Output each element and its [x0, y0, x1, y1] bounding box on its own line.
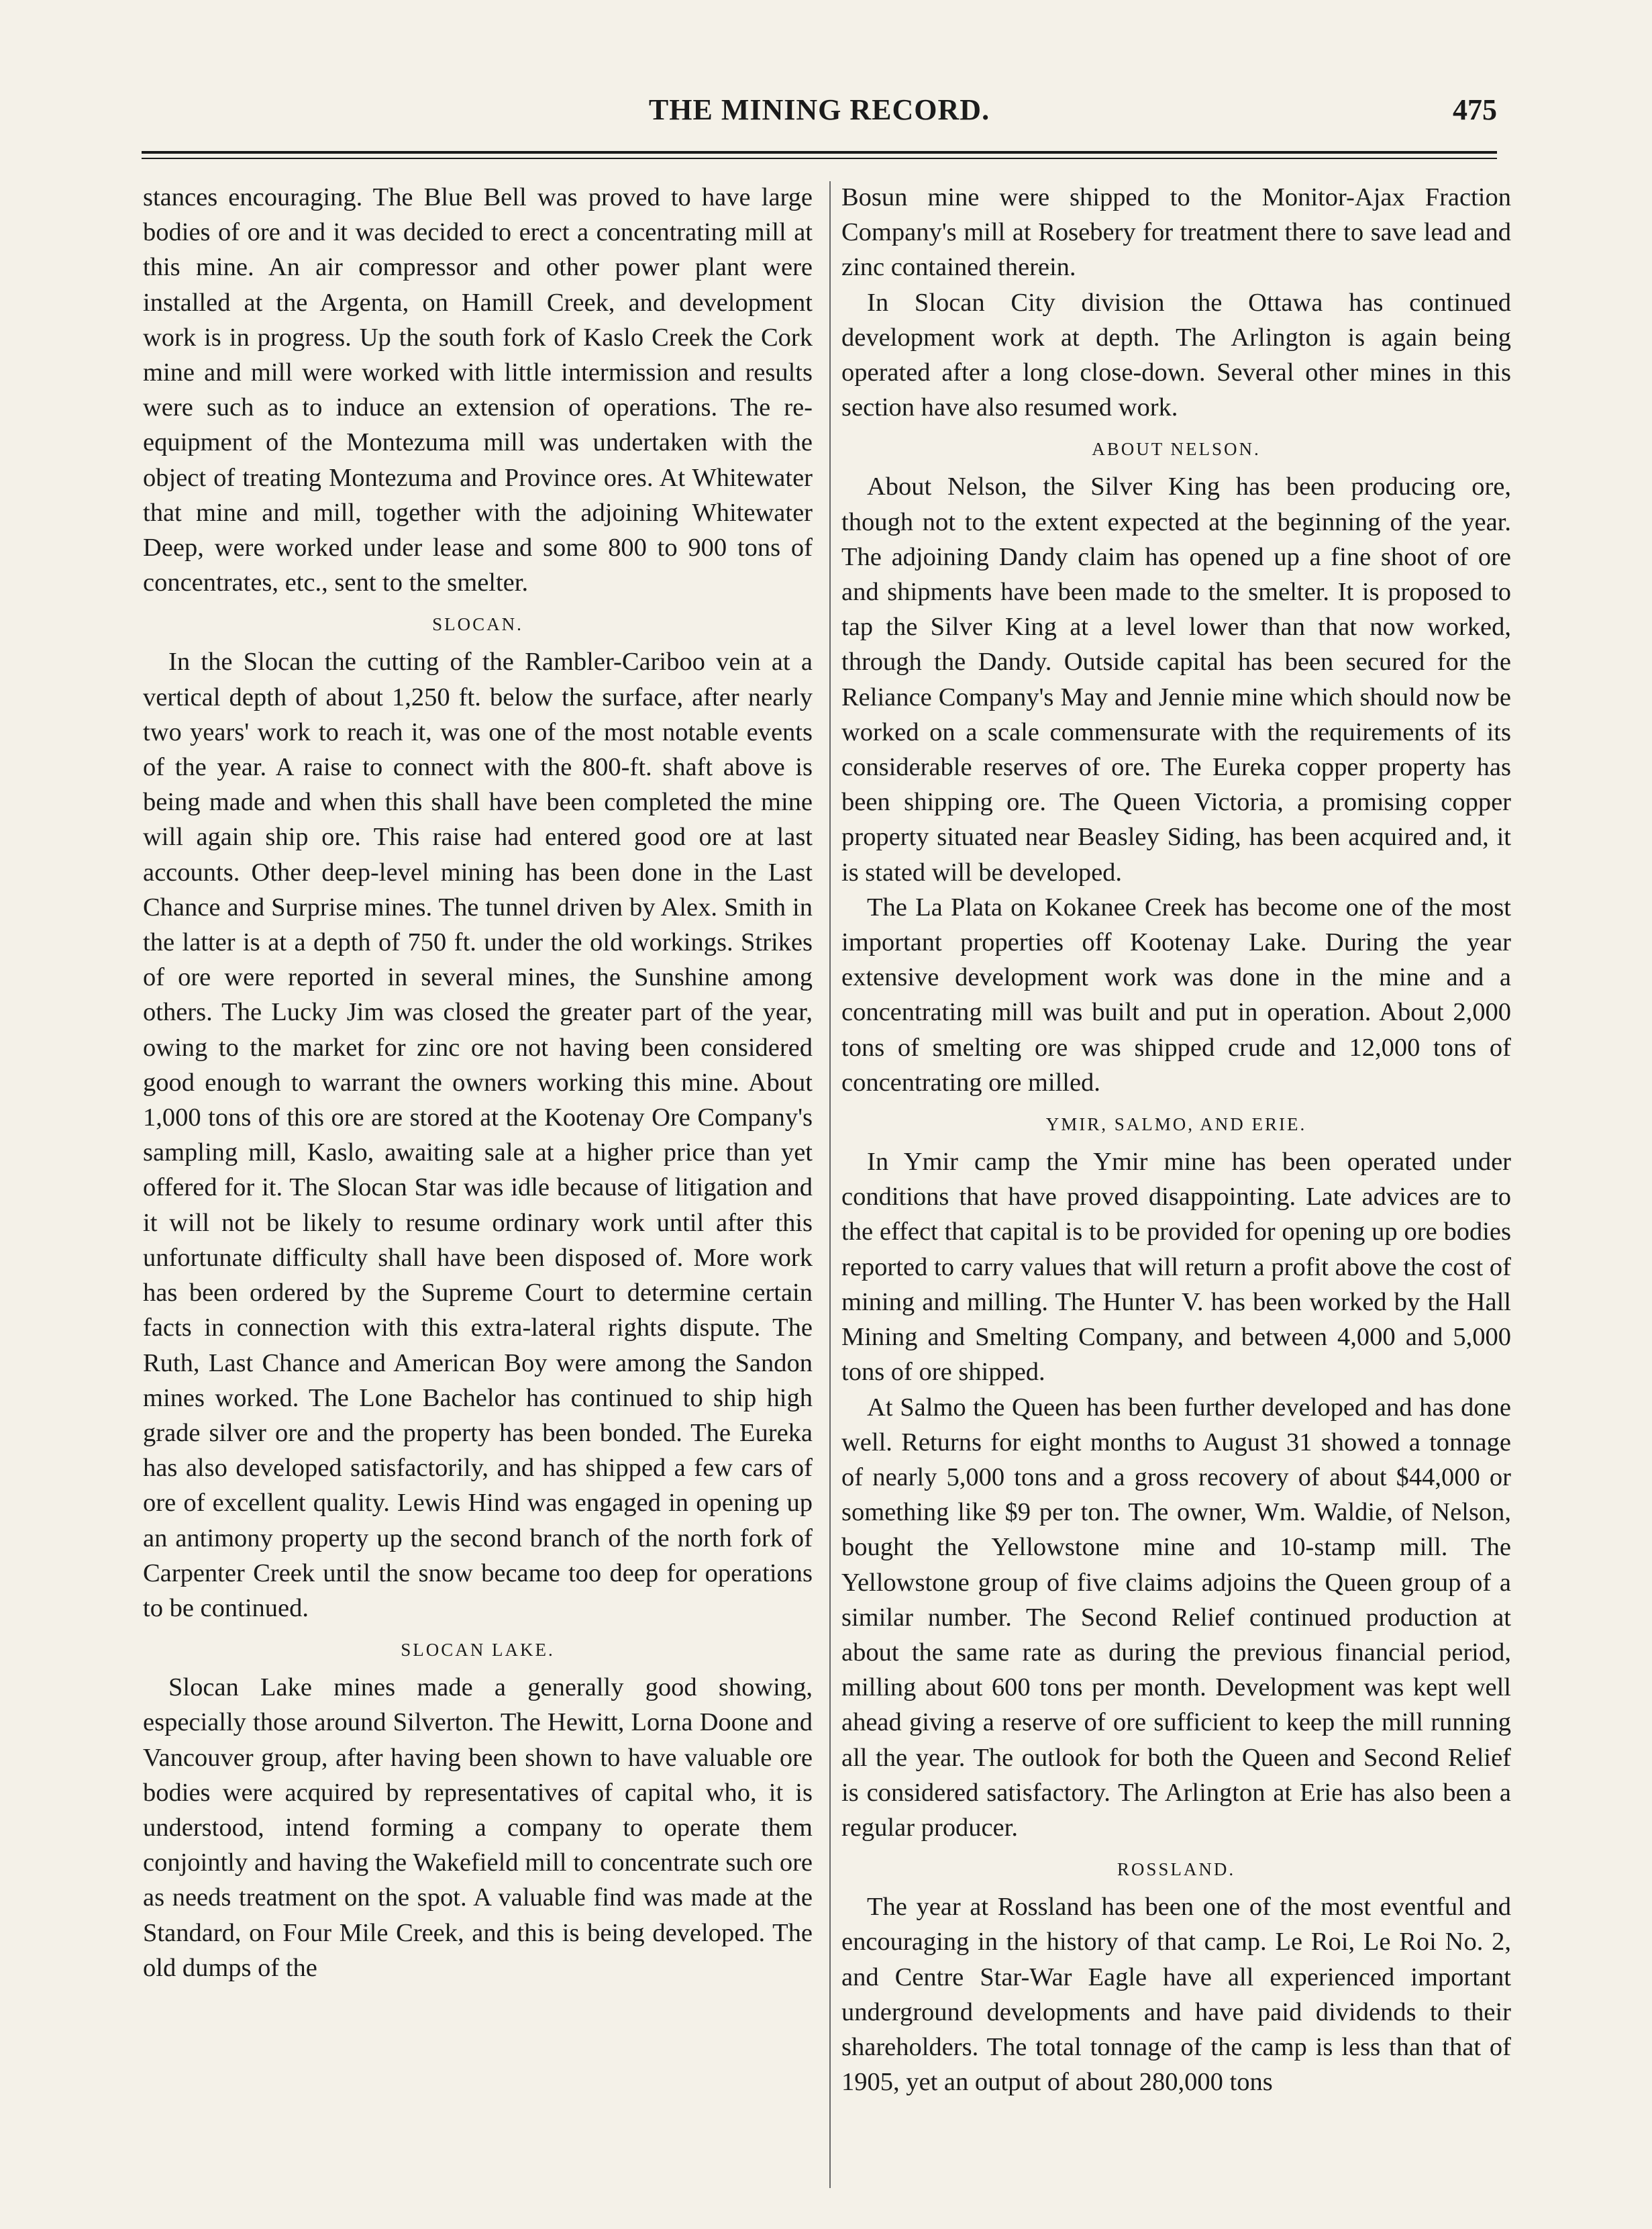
paragraph-la-plata: The La Plata on Kokanee Creek has become one of the most important properties off Kootenay Lake. During the year extensive development work was done in the mine and a concentrating mill was built and put in operation. About 2,000 tons of smelting ore was shipped crude and 12,000 tons of concentrating ore milled.: [841, 893, 1511, 1097]
paragraph-salmo: At Salmo the Queen has been further developed and has done well. Returns for eight months to August 31 showed a tonnage of nearly 5,000 tons and a gross recovery of about $44,000 or something like $9 per ton. The owner, Wm. Waldie, of Nelson, bought the Yellowstone mine and 10-stamp mill. The Yellowstone group of five claims adjoins the Queen group of a similar number. The Second Relief continued production at about the same rate as during the previous financial period, milling about 600 tons per month. Development was kept well ahead giving a reserve of ore sufficient to keep the mill running all the year. The outlook for both the Queen and Second Relief is considered satisfactory. The Arlington at Erie has also been a regular producer.: [841, 1393, 1511, 1842]
paragraph-slocan: In the Slocan the cutting of the Rambler-Cariboo vein at a vertical depth of about 1,250 ft. below the surface, after nearly two years' work to reach it, was one of the most notable events of the year. A raise to connect with the 800-ft. shaft above is being made and when this shall have been completed the mine will again ship ore. This raise had entered good ore at last accounts. Other deep-level mining has been done in the Last Chance and Surprise mines. The tunnel driven by Alex. Smith in the latter is at a depth of 750 ft. under the old workings. Strikes of ore were reported in several mines, the Sunshine among others. The Lucky Jim was closed the greater part of the year, owing to the market for zinc ore not having been considered good enough to warrant the owners working this mine. About 1,000 tons of this ore are stored at the Kootenay Ore Company's sampling mill, Kaslo, awaiting sale at a higher price than yet offered for it. The Slocan Star was idle because of litigation and it will not be likely to resume ordinary work until after this unfortunate difficulty shall have been disposed of. More work has been ordered by the Supreme Court to determine certain facts in connection with this extra-lateral rights dispute. The Ruth, Last Chance and American Boy were among the Sandon mines worked. The Lone Bachelor has continued to ship high grade silver ore and the property has been bonded. The Eureka has also developed satisfactorily, and has shipped a few cars of ore of excellent quality. Lewis Hind was engaged in opening up an antimony property up the second branch of the north fork of Carpenter Creek until the snow became too deep for operations to be continued.: [143, 648, 813, 1622]
header-rule-thick: [142, 151, 1497, 154]
right-column: [841, 180, 1511, 2099]
paragraph-slocan-city: In Slocan City division the Ottawa has continued development work at depth. The Arlington is again being operated after a long close-down. Several other mines in this section have also resumed work.: [841, 288, 1511, 422]
paragraph-bosun: Bosun mine were shipped to the Monitor-Ajax Fraction Company's mill at Rosebery for treatment there to save lead and zinc contained therein.: [841, 183, 1511, 282]
running-title: THE MINING RECORD.: [648, 93, 990, 126]
paragraph-slocan-lake: Slocan Lake mines made a generally good showing, especially those around Silverton. The Hewitt, Lorna Doone and Vancouver group, after having been shown to have valuable ore bodies were acquired by representatives of capital who, it is understood, intend forming a company to operate them conjointly and having the Wakefield mill to concentrate such ore as needs treatment on the spot. A valuable find was made at the Standard, on Four Mile Creek, and this is being developed. The old dumps of the: [143, 1673, 813, 1982]
header-rule-thin: [142, 158, 1497, 159]
paragraph-continuation: stances encouraging. The Blue Bell was proved to have large bodies of ore and it was decided to erect a concentrating mill at this mine. An air compressor and other power plant were installed at the Argenta, on Hamill Creek, and development work is in progress. Up the south fork of Kaslo Creek the Cork mine and mill were worked with little intermission and results were such as to induce an extension of operations. The re-equipment of the Montezuma mill was undertaken with the object of treating Montezuma and Province ores. At Whitewater that mine and mill, together with the adjoining Whitewater Deep, were worked under lease and some 800 to 900 tons of concentrates, etc., sent to the smelter.: [143, 183, 813, 597]
column-divider: [829, 181, 831, 2188]
section-heading-nelson: ABOUT NELSON.: [1092, 439, 1261, 460]
section-heading-slocan: SLOCAN.: [432, 614, 523, 635]
section-heading-slocan-lake: SLOCAN LAKE.: [401, 1640, 555, 1661]
left-column: [143, 180, 813, 1985]
page-header: [142, 93, 1497, 146]
section-heading-ymir: YMIR, SALMO, AND ERIE.: [1045, 1114, 1307, 1135]
paragraph-rossland: The year at Rossland has been one of the most eventful and encouraging in the history of that camp. Le Roi, Le Roi No. 2, and Centre Star-War Eagle have all experienced important underground developments and have paid dividends to their shareholders. The total tonnage of the camp is less than that of 1905, yet an output of about 280,000 tons: [841, 1893, 1511, 2097]
section-heading-rossland: ROSSLAND.: [1117, 1859, 1236, 1880]
page-number: 475: [1453, 93, 1497, 126]
paragraph-ymir: In Ymir camp the Ymir mine has been operated under conditions that have proved disappointing. Late advices are to the effect that capital is to be provided for opening up ore bodies reported to carry values that will return a profit above the cost of mining and milling. The Hunter V. has been worked by the Hall Mining and Smelting Company, and between 4,000 and 5,000 tons of ore shipped.: [841, 1148, 1511, 1387]
paragraph-nelson: About Nelson, the Silver King has been producing ore, though not to the extent expected at the beginning of the year. The adjoining Dandy claim has opened up a fine shoot of ore and shipments have been made to the smelter. It is proposed to tap the Silver King at a level lower than that now worked, through the Dandy. Outside capital has been secured for the Reliance Company's May and Jennie mine which should now be worked on a scale commensurate with the requirements of its considerable reserves of ore. The Eureka copper property has been shipping ore. The Queen Victoria, a promising copper property situated near Beasley Siding, has been acquired and, it is stated will be developed.: [841, 473, 1511, 887]
